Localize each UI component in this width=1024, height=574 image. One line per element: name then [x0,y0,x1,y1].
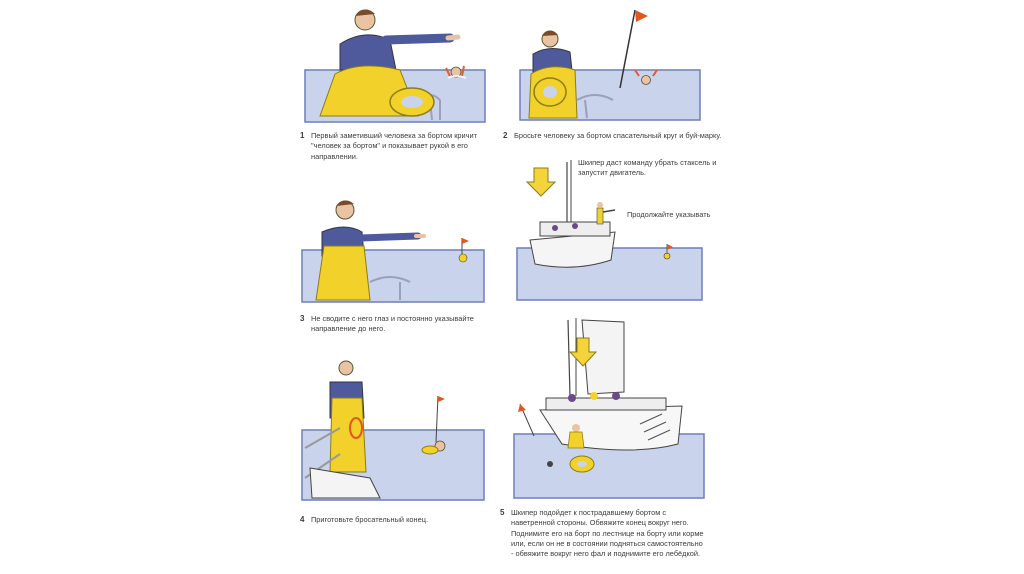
step-3-caption [300,314,490,335]
illustration-4-throwing-line [300,358,490,503]
step-text: Не сводите с него глаз и постоянно указывайте направление до него. [311,314,474,334]
illustration-1-man-shouting [300,4,490,124]
skipper-note-text: Шкипер даст команду убрать стаксель и запустит двигатель. [578,158,717,178]
step-4-caption [300,515,490,525]
step-number: 4 [300,515,305,524]
keep-pointing-note [627,210,737,220]
illustration-5-recovery [512,316,707,501]
step-5-caption [500,508,705,559]
step-text: Шкипер подойдет к пострадавшему бортом с наветренной стороны. Обвяжите конец вокруг него. Поднимите его на борт по лестнице на борту или корме или, если он не в состоянии подняться самостоятельно - обвяжите вокруг него фал и поднимите его лебёдкой. [511,508,704,559]
step-number: 2 [503,131,508,140]
step-1-caption [300,131,490,162]
step-text: Приготовьте бросательный конец. [311,515,429,524]
step-number: 1 [300,131,305,140]
step-number: 5 [500,508,505,517]
step-text: Бросьте человеку за бортом спасательный круг и буй-марку. [514,131,722,140]
step-2-caption [503,131,733,141]
illustration-3-keep-pointing [300,196,490,306]
keep-pointing-text: Продолжайте указывать [627,210,711,219]
step-text: Первый заметивший человека за бортом кричит "человек за бортом" и показывает рукой в его направлении. [311,131,478,161]
illustration-2-throw-lifebuoy [515,4,705,124]
step-number: 3 [300,314,305,323]
illustration-boat-approaching [515,160,705,305]
